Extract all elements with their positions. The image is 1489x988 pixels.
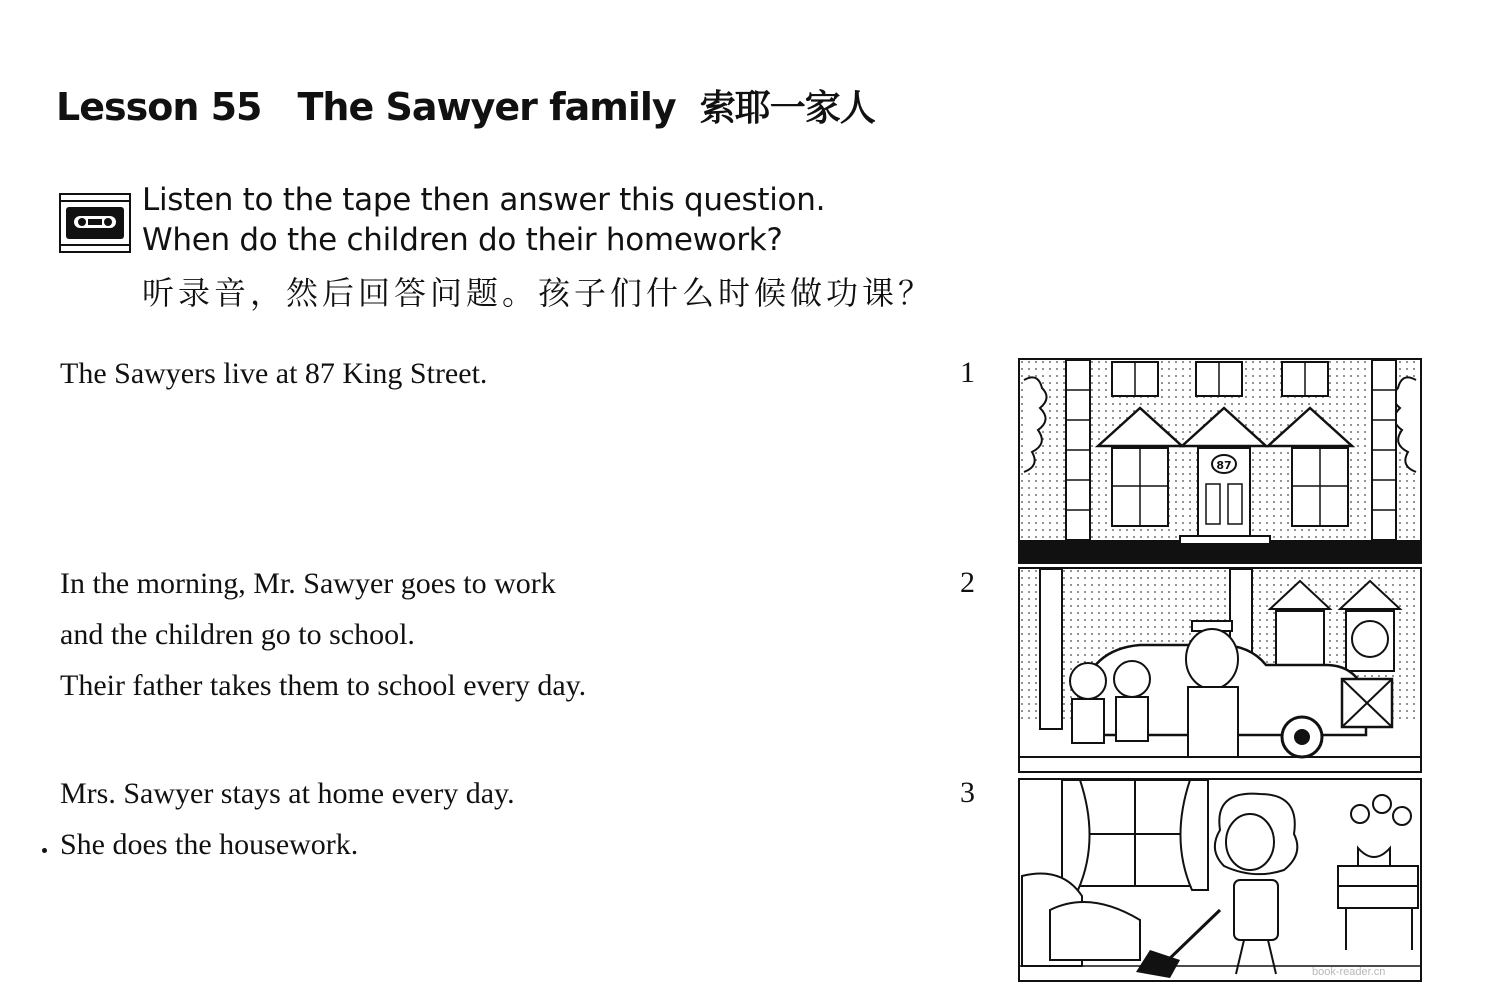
illustration-morning: [1018, 567, 1422, 773]
text-line: She does the housework.: [60, 828, 359, 861]
text-line: In the morning, Mr. Sawyer goes to work: [60, 567, 556, 600]
lesson-title: [56, 80, 875, 131]
picture-number-3: 3: [960, 776, 975, 809]
instruction-chinese: 听录音，然后回答问题。孩子们什么时候做功课？: [142, 274, 935, 312]
watermark: book-reader.cn: [1312, 966, 1386, 978]
bullet-dot: [42, 848, 47, 853]
picture-number-1: 1: [960, 356, 975, 389]
illustration-house: [1018, 358, 1422, 564]
cassette-tape-icon: [58, 192, 132, 254]
text-line: Mrs. Sawyer stays at home every day.: [60, 777, 515, 810]
lesson-english-title: The Sawyer family: [297, 85, 676, 129]
instruction-question: When do the children do their homework?: [142, 222, 783, 258]
lesson-chinese-title: 索耶一家人: [699, 88, 875, 129]
text-line: and the children go to school.: [60, 618, 415, 651]
text-line: Their father takes them to school every day.: [60, 669, 587, 702]
instruction-line-1: Listen to the tape then answer this question.: [142, 182, 826, 218]
house-number: 87: [1216, 459, 1232, 472]
lesson-number: Lesson 55: [56, 85, 262, 129]
picture-number-2: 2: [960, 566, 975, 599]
section-1-text: [60, 348, 487, 399]
illustration-housework: [1018, 778, 1422, 982]
section-2-text: [60, 558, 586, 711]
section-3-text: [60, 768, 515, 870]
text-line: The Sawyers live at 87 King Street.: [60, 357, 488, 390]
